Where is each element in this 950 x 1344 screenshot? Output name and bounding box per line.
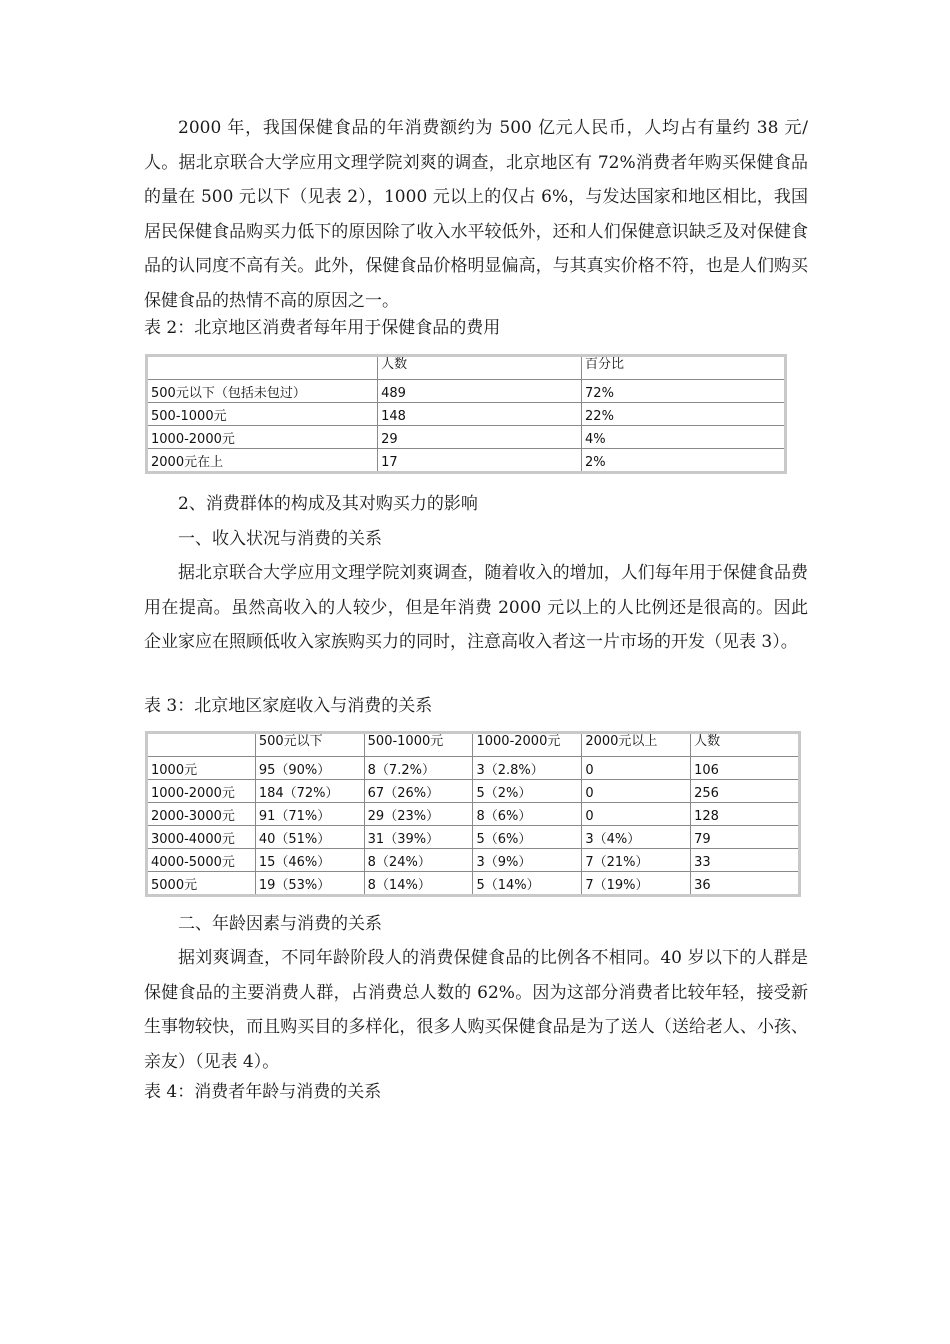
table-cell: 8（24%） (364, 849, 473, 872)
table-cell: 148 (378, 403, 582, 426)
table-cell: 67（26%） (364, 780, 473, 803)
table-row (147, 803, 800, 826)
paragraph-consumption-overview: 2000 年，我国保健食品的年消费额约为 500 亿元人民币，人均占有量约 38 元/人。据北京联合大学应用文理学院刘爽的调查，北京地区有 72%消费者年购买保健食品的量在 500 元以下（见表 2），1000 元以上的仅占 6%，与发达国家和地区相比，我国居民保健食品购买力低下的原因除了收入水平较低外，还和人们保健意识缺乏及对保健食品的认同度不高有关。此外，保健食品价格明显偏高，与其真实价格不符，也是人们购买保健食品的热情不高的原因之一。 (144, 118, 808, 311)
table-cell: 2000-3000元 (147, 803, 256, 826)
table-header-cell (147, 733, 256, 757)
table-cell: 4000-5000元 (147, 849, 256, 872)
table-cell: 8（7.2%） (364, 757, 473, 780)
table-row (147, 780, 800, 803)
table-cell: 8（14%） (364, 872, 473, 896)
table-cell: 8（6%） (473, 803, 582, 826)
table-cell: 3（4%） (582, 826, 691, 849)
table-cell: 5（6%） (473, 826, 582, 849)
table-cell: 5（2%） (473, 780, 582, 803)
table-cell: 33 (691, 849, 800, 872)
table4-caption: 表 4：消费者年龄与消费的关系 (144, 1082, 382, 1102)
table-cell: 2000元在上 (147, 449, 378, 473)
table-header-cell: 2000元以上 (582, 733, 691, 757)
table2-body (147, 356, 786, 473)
table-cell: 7（19%） (582, 872, 691, 896)
table-header-row (147, 356, 786, 380)
table-cell: 17 (378, 449, 582, 473)
table-row (147, 757, 800, 780)
table3-income-consumption (145, 731, 801, 897)
table-header-cell: 百分比 (582, 356, 786, 380)
table2-caption: 表 2：北京地区消费者每年用于保健食品的费用 (144, 318, 501, 338)
table-cell: 40（51%） (255, 826, 364, 849)
table-cell: 0 (582, 803, 691, 826)
table-header-cell: 500-1000元 (364, 733, 473, 757)
table-cell: 29 (378, 426, 582, 449)
table-cell: 72% (582, 380, 786, 403)
table-cell: 91（71%） (255, 803, 364, 826)
subsection-heading-income: 一、收入状况与消费的关系 (178, 529, 382, 549)
table-cell: 79 (691, 826, 800, 849)
table-cell: 7（21%） (582, 849, 691, 872)
table-cell: 2% (582, 449, 786, 473)
table-row (147, 380, 786, 403)
table-cell: 184（72%） (255, 780, 364, 803)
table-cell: 15（46%） (255, 849, 364, 872)
table-cell: 5（14%） (473, 872, 582, 896)
table-header-cell: 人数 (378, 356, 582, 380)
table-cell: 95（90%） (255, 757, 364, 780)
table-header-cell: 人数 (691, 733, 800, 757)
table-cell: 1000-2000元 (147, 426, 378, 449)
table-cell: 1000-2000元 (147, 780, 256, 803)
table-row (147, 849, 800, 872)
table-cell: 22% (582, 403, 786, 426)
table-cell: 0 (582, 780, 691, 803)
table-cell: 3000-4000元 (147, 826, 256, 849)
table-cell: 489 (378, 380, 582, 403)
table-cell: 256 (691, 780, 800, 803)
table-row (147, 426, 786, 449)
table-cell: 500元以下（包括未包过） (147, 380, 378, 403)
table-cell: 19（53%） (255, 872, 364, 896)
table-header-cell: 1000-2000元 (473, 733, 582, 757)
table-row (147, 449, 786, 473)
table-cell: 36 (691, 872, 800, 896)
table-cell: 31（39%） (364, 826, 473, 849)
table-row (147, 403, 786, 426)
table-header-cell (147, 356, 378, 380)
table-header-cell: 500元以下 (255, 733, 364, 757)
table-cell: 3（2.8%） (473, 757, 582, 780)
subsection-heading-age: 二、年龄因素与消费的关系 (178, 914, 382, 934)
table-cell: 5000元 (147, 872, 256, 896)
table-row (147, 872, 800, 896)
table-cell: 0 (582, 757, 691, 780)
table-cell: 500-1000元 (147, 403, 378, 426)
table-cell: 4% (582, 426, 786, 449)
table3-caption: 表 3：北京地区家庭收入与消费的关系 (144, 696, 433, 716)
table3-body (147, 733, 800, 896)
paragraph-age-consumption: 据刘爽调查，不同年龄阶段人的消费保健食品的比例各不相同。40 岁以下的人群是保健食品的主要消费人群，占消费总人数的 62%。因为这部分消费者比较年轻，接受新生事物较快，而且购买目的多样化，很多人购买保健食品是为了送人（送给老人、小孩、亲友）（见表 4）。 (144, 948, 808, 1072)
paragraph-income-consumption: 据北京联合大学应用文理学院刘爽调查，随着收入的增加，人们每年用于保健食品费用在提高。虽然高收入的人较少，但是年消费 2000 元以上的人比例还是很高的。因此企业家应在照顾低收入家族购买力的同时，注意高收入者这一片市场的开发（见表 3）。 (144, 563, 808, 652)
table-cell: 128 (691, 803, 800, 826)
table-row (147, 826, 800, 849)
table-cell: 1000元 (147, 757, 256, 780)
table-cell: 106 (691, 757, 800, 780)
table2-annual-spending (145, 354, 787, 474)
table-cell: 3（9%） (473, 849, 582, 872)
table-cell: 29（23%） (364, 803, 473, 826)
table-header-row (147, 733, 800, 757)
section-heading-consumer-groups: 2、消费群体的构成及其对购买力的影响 (178, 494, 478, 514)
